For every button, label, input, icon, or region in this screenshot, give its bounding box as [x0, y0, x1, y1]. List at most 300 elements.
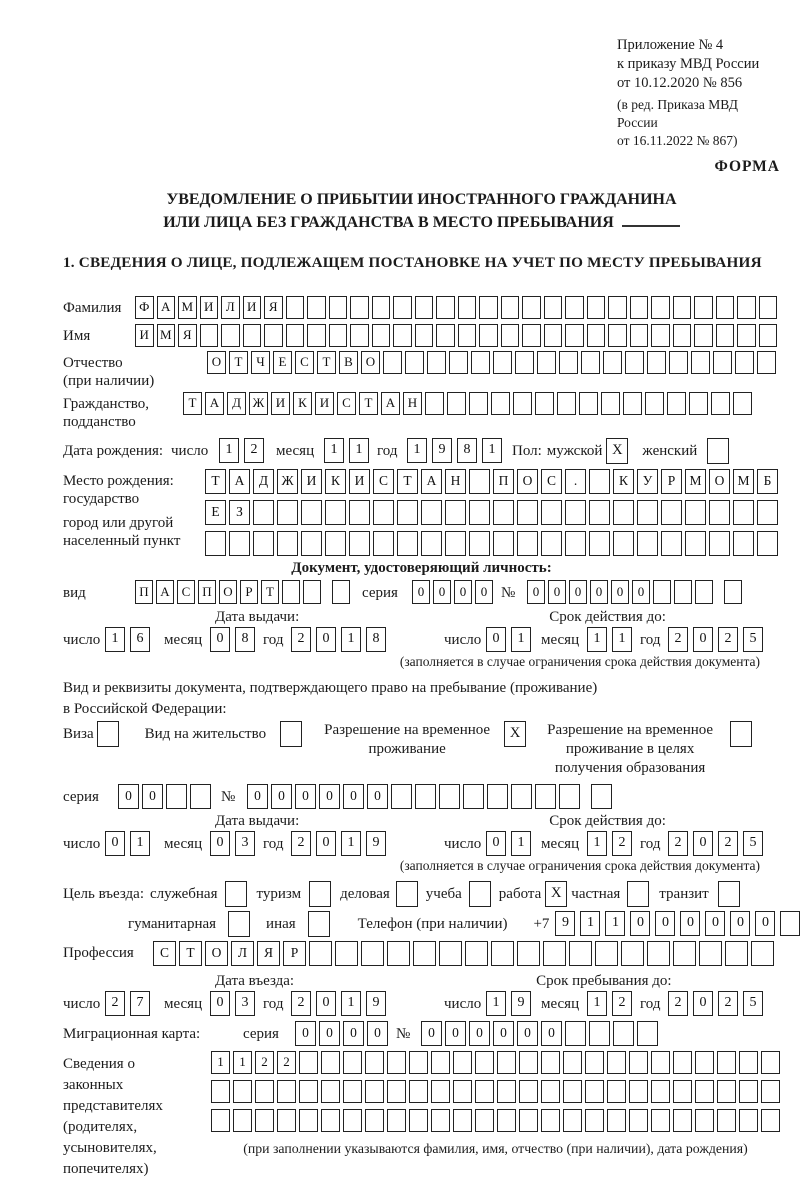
char-cell[interactable]: [647, 941, 670, 966]
char-cell[interactable]: 5: [743, 627, 763, 652]
char-cell[interactable]: [511, 784, 532, 809]
char-cell[interactable]: 0: [367, 1021, 388, 1046]
char-cell[interactable]: Т: [317, 351, 336, 374]
char-cell[interactable]: [613, 500, 634, 525]
char-cell[interactable]: 1: [349, 438, 369, 463]
char-cell[interactable]: [501, 324, 520, 347]
char-cell[interactable]: [519, 1109, 538, 1132]
char-cell[interactable]: [365, 1080, 384, 1103]
char-cell[interactable]: Ж: [249, 392, 268, 415]
char-cell[interactable]: [439, 941, 462, 966]
char-cell[interactable]: [757, 500, 778, 525]
char-cell[interactable]: 1: [324, 438, 344, 463]
char-cell[interactable]: С: [337, 392, 356, 415]
char-cell[interactable]: [603, 351, 622, 374]
char-cell[interactable]: К: [613, 469, 634, 494]
char-cell[interactable]: 9: [432, 438, 452, 463]
char-cell[interactable]: [253, 500, 274, 525]
char-cell[interactable]: [695, 1080, 714, 1103]
char-cell[interactable]: [413, 941, 436, 966]
char-cell[interactable]: Д: [253, 469, 274, 494]
char-cell[interactable]: О: [517, 469, 538, 494]
char-cell[interactable]: 0: [445, 1021, 466, 1046]
char-cell[interactable]: [365, 1109, 384, 1132]
char-cell[interactable]: [759, 296, 778, 319]
char-cell[interactable]: [565, 1021, 586, 1046]
char-cell[interactable]: 0: [548, 580, 566, 604]
char-cell[interactable]: [541, 531, 562, 556]
char-cell[interactable]: [621, 941, 644, 966]
char-cell[interactable]: [493, 531, 514, 556]
char-cell[interactable]: [637, 531, 658, 556]
char-cell[interactable]: [630, 296, 649, 319]
char-cell[interactable]: [233, 1109, 252, 1132]
char-cell[interactable]: Л: [221, 296, 240, 319]
char-cell[interactable]: 1: [587, 991, 607, 1016]
char-cell[interactable]: [565, 531, 586, 556]
char-cell[interactable]: [409, 1109, 428, 1132]
char-cell[interactable]: М: [157, 324, 176, 347]
char-cell[interactable]: [501, 296, 520, 319]
char-cell[interactable]: [372, 324, 391, 347]
char-cell[interactable]: [299, 1109, 318, 1132]
char-cell[interactable]: [579, 392, 598, 415]
char-cell[interactable]: [349, 500, 370, 525]
char-cell[interactable]: [243, 324, 262, 347]
char-cell[interactable]: [299, 1051, 318, 1074]
char-cell[interactable]: Б: [757, 469, 778, 494]
char-cell[interactable]: [519, 1051, 538, 1074]
char-cell[interactable]: [673, 1051, 692, 1074]
char-cell[interactable]: [264, 324, 283, 347]
char-cell[interactable]: 0: [316, 627, 336, 652]
char-cell[interactable]: К: [293, 392, 312, 415]
char-cell[interactable]: [221, 324, 240, 347]
char-cell[interactable]: [365, 1051, 384, 1074]
char-cell[interactable]: 1: [511, 627, 531, 652]
char-cell[interactable]: [559, 784, 580, 809]
char-cell[interactable]: 9: [366, 991, 386, 1016]
char-cell[interactable]: [751, 941, 774, 966]
char-cell[interactable]: [299, 1080, 318, 1103]
char-cell[interactable]: [493, 351, 512, 374]
char-cell[interactable]: [415, 324, 434, 347]
char-cell[interactable]: С: [177, 580, 195, 604]
char-cell[interactable]: [277, 500, 298, 525]
char-cell[interactable]: 0: [632, 580, 650, 604]
char-cell[interactable]: [517, 941, 540, 966]
char-cell[interactable]: [515, 351, 534, 374]
char-cell[interactable]: [685, 500, 706, 525]
char-cell[interactable]: [757, 531, 778, 556]
char-cell[interactable]: Ж: [277, 469, 298, 494]
char-cell[interactable]: А: [229, 469, 250, 494]
char-cell[interactable]: [493, 500, 514, 525]
char-cell[interactable]: [421, 531, 442, 556]
char-cell[interactable]: С: [295, 351, 314, 374]
char-cell[interactable]: [479, 324, 498, 347]
char-cell[interactable]: 0: [630, 911, 650, 936]
char-cell[interactable]: [308, 911, 330, 937]
char-cell[interactable]: [629, 1080, 648, 1103]
char-cell[interactable]: [737, 324, 756, 347]
char-cell[interactable]: [717, 1109, 736, 1132]
char-cell[interactable]: [651, 1051, 670, 1074]
char-cell[interactable]: [166, 784, 187, 809]
char-cell[interactable]: [280, 721, 302, 747]
char-cell[interactable]: [325, 500, 346, 525]
char-cell[interactable]: [350, 324, 369, 347]
char-cell[interactable]: [475, 1080, 494, 1103]
char-cell[interactable]: И: [135, 324, 154, 347]
char-cell[interactable]: Я: [257, 941, 280, 966]
char-cell[interactable]: [519, 1080, 538, 1103]
char-cell[interactable]: 0: [142, 784, 163, 809]
char-cell[interactable]: [557, 392, 576, 415]
char-cell[interactable]: [491, 941, 514, 966]
char-cell[interactable]: [607, 1051, 626, 1074]
char-cell[interactable]: [733, 531, 754, 556]
char-cell[interactable]: [409, 1080, 428, 1103]
char-cell[interactable]: [255, 1080, 274, 1103]
char-cell[interactable]: Р: [283, 941, 306, 966]
char-cell[interactable]: [613, 531, 634, 556]
char-cell[interactable]: [253, 531, 274, 556]
char-cell[interactable]: 0: [730, 911, 750, 936]
char-cell[interactable]: 1: [587, 831, 607, 856]
char-cell[interactable]: 2: [277, 1051, 296, 1074]
char-cell[interactable]: О: [361, 351, 380, 374]
char-cell[interactable]: [739, 1080, 758, 1103]
char-cell[interactable]: [517, 500, 538, 525]
char-cell[interactable]: [695, 1109, 714, 1132]
char-cell[interactable]: 1: [341, 627, 361, 652]
char-cell[interactable]: 8: [366, 627, 386, 652]
char-cell[interactable]: [229, 531, 250, 556]
char-cell[interactable]: X: [504, 721, 526, 747]
char-cell[interactable]: [730, 721, 752, 747]
char-cell[interactable]: [301, 500, 322, 525]
char-cell[interactable]: [393, 296, 412, 319]
char-cell[interactable]: 0: [295, 784, 316, 809]
char-cell[interactable]: [711, 392, 730, 415]
char-cell[interactable]: 0: [705, 911, 725, 936]
char-cell[interactable]: О: [219, 580, 237, 604]
char-cell[interactable]: [421, 500, 442, 525]
char-cell[interactable]: 0: [541, 1021, 562, 1046]
char-cell[interactable]: А: [156, 580, 174, 604]
char-cell[interactable]: [325, 531, 346, 556]
char-cell[interactable]: 0: [247, 784, 268, 809]
char-cell[interactable]: 0: [517, 1021, 538, 1046]
char-cell[interactable]: А: [157, 296, 176, 319]
char-cell[interactable]: [233, 1080, 252, 1103]
char-cell[interactable]: 0: [693, 831, 713, 856]
char-cell[interactable]: [709, 531, 730, 556]
char-cell[interactable]: X: [545, 881, 567, 907]
char-cell[interactable]: [667, 392, 686, 415]
char-cell[interactable]: 2: [105, 991, 125, 1016]
char-cell[interactable]: У: [637, 469, 658, 494]
char-cell[interactable]: [589, 531, 610, 556]
char-cell[interactable]: И: [349, 469, 370, 494]
char-cell[interactable]: 1: [482, 438, 502, 463]
char-cell[interactable]: [699, 941, 722, 966]
char-cell[interactable]: [739, 1109, 758, 1132]
char-cell[interactable]: [661, 500, 682, 525]
char-cell[interactable]: [277, 1080, 296, 1103]
char-cell[interactable]: А: [381, 392, 400, 415]
char-cell[interactable]: П: [198, 580, 216, 604]
char-cell[interactable]: [393, 324, 412, 347]
char-cell[interactable]: 0: [343, 1021, 364, 1046]
char-cell[interactable]: Л: [231, 941, 254, 966]
char-cell[interactable]: [475, 1109, 494, 1132]
char-cell[interactable]: И: [200, 296, 219, 319]
char-cell[interactable]: 5: [743, 831, 763, 856]
char-cell[interactable]: 1: [587, 627, 607, 652]
char-cell[interactable]: [497, 1051, 516, 1074]
char-cell[interactable]: [497, 1109, 516, 1132]
char-cell[interactable]: [589, 500, 610, 525]
char-cell[interactable]: 0: [316, 991, 336, 1016]
char-cell[interactable]: Т: [397, 469, 418, 494]
char-cell[interactable]: [608, 296, 627, 319]
char-cell[interactable]: [445, 500, 466, 525]
char-cell[interactable]: [431, 1051, 450, 1074]
char-cell[interactable]: [625, 351, 644, 374]
char-cell[interactable]: [458, 324, 477, 347]
char-cell[interactable]: [623, 392, 642, 415]
char-cell[interactable]: 2: [718, 627, 738, 652]
char-cell[interactable]: 5: [743, 991, 763, 1016]
char-cell[interactable]: [469, 469, 490, 494]
char-cell[interactable]: [513, 392, 532, 415]
char-cell[interactable]: [589, 469, 610, 494]
char-cell[interactable]: Т: [183, 392, 202, 415]
char-cell[interactable]: [309, 881, 331, 907]
char-cell[interactable]: 0: [590, 580, 608, 604]
char-cell[interactable]: 0: [486, 831, 506, 856]
char-cell[interactable]: 1: [105, 627, 125, 652]
char-cell[interactable]: [436, 296, 455, 319]
char-cell[interactable]: 0: [469, 1021, 490, 1046]
char-cell[interactable]: [458, 296, 477, 319]
char-cell[interactable]: 1: [486, 991, 506, 1016]
char-cell[interactable]: [415, 296, 434, 319]
char-cell[interactable]: 0: [319, 1021, 340, 1046]
char-cell[interactable]: [522, 324, 541, 347]
char-cell[interactable]: [487, 784, 508, 809]
char-cell[interactable]: 1: [341, 831, 361, 856]
char-cell[interactable]: [431, 1109, 450, 1132]
char-cell[interactable]: 0: [693, 627, 713, 652]
char-cell[interactable]: [307, 296, 326, 319]
char-cell[interactable]: [277, 1109, 296, 1132]
char-cell[interactable]: 0: [118, 784, 139, 809]
char-cell[interactable]: [716, 296, 735, 319]
char-cell[interactable]: [361, 941, 384, 966]
char-cell[interactable]: С: [373, 469, 394, 494]
char-cell[interactable]: [589, 1021, 610, 1046]
char-cell[interactable]: [653, 580, 671, 604]
char-cell[interactable]: [321, 1051, 340, 1074]
char-cell[interactable]: [541, 1109, 560, 1132]
char-cell[interactable]: [453, 1080, 472, 1103]
char-cell[interactable]: [200, 324, 219, 347]
char-cell[interactable]: [211, 1080, 230, 1103]
char-cell[interactable]: [761, 1080, 780, 1103]
char-cell[interactable]: [695, 1051, 714, 1074]
char-cell[interactable]: [591, 784, 612, 809]
char-cell[interactable]: [607, 1080, 626, 1103]
char-cell[interactable]: 2: [291, 831, 311, 856]
char-cell[interactable]: [613, 1021, 634, 1046]
char-cell[interactable]: 0: [295, 1021, 316, 1046]
char-cell[interactable]: [387, 1109, 406, 1132]
char-cell[interactable]: [694, 324, 713, 347]
char-cell[interactable]: [409, 1051, 428, 1074]
char-cell[interactable]: [673, 324, 692, 347]
char-cell[interactable]: А: [205, 392, 224, 415]
char-cell[interactable]: [447, 392, 466, 415]
char-cell[interactable]: 1: [511, 831, 531, 856]
char-cell[interactable]: [673, 941, 696, 966]
char-cell[interactable]: [713, 351, 732, 374]
char-cell[interactable]: [439, 784, 460, 809]
char-cell[interactable]: [587, 324, 606, 347]
char-cell[interactable]: [651, 324, 670, 347]
char-cell[interactable]: X: [606, 438, 628, 464]
char-cell[interactable]: И: [271, 392, 290, 415]
char-cell[interactable]: 0: [755, 911, 775, 936]
char-cell[interactable]: 6: [130, 627, 150, 652]
char-cell[interactable]: [436, 324, 455, 347]
char-cell[interactable]: [569, 941, 592, 966]
char-cell[interactable]: [737, 296, 756, 319]
char-cell[interactable]: [585, 1051, 604, 1074]
char-cell[interactable]: О: [709, 469, 730, 494]
char-cell[interactable]: [627, 881, 649, 907]
char-cell[interactable]: [691, 351, 710, 374]
char-cell[interactable]: [541, 1080, 560, 1103]
char-cell[interactable]: И: [301, 469, 322, 494]
char-cell[interactable]: 0: [210, 991, 230, 1016]
char-cell[interactable]: 2: [668, 831, 688, 856]
char-cell[interactable]: 8: [457, 438, 477, 463]
char-cell[interactable]: [349, 531, 370, 556]
char-cell[interactable]: [587, 296, 606, 319]
char-cell[interactable]: 1: [605, 911, 625, 936]
char-cell[interactable]: [645, 392, 664, 415]
char-cell[interactable]: В: [339, 351, 358, 374]
char-cell[interactable]: [565, 324, 584, 347]
char-cell[interactable]: [581, 351, 600, 374]
char-cell[interactable]: [286, 296, 305, 319]
char-cell[interactable]: [629, 1109, 648, 1132]
char-cell[interactable]: [97, 721, 119, 747]
char-cell[interactable]: [608, 324, 627, 347]
char-cell[interactable]: [335, 941, 358, 966]
char-cell[interactable]: 2: [612, 831, 632, 856]
char-cell[interactable]: [329, 296, 348, 319]
char-cell[interactable]: 0: [210, 627, 230, 652]
char-cell[interactable]: [321, 1109, 340, 1132]
char-cell[interactable]: 1: [219, 438, 239, 463]
char-cell[interactable]: [383, 351, 402, 374]
char-cell[interactable]: 2: [612, 991, 632, 1016]
char-cell[interactable]: 0: [319, 784, 340, 809]
char-cell[interactable]: [491, 392, 510, 415]
char-cell[interactable]: [563, 1109, 582, 1132]
char-cell[interactable]: [211, 1109, 230, 1132]
char-cell[interactable]: Т: [205, 469, 226, 494]
char-cell[interactable]: [637, 500, 658, 525]
char-cell[interactable]: М: [685, 469, 706, 494]
char-cell[interactable]: Р: [661, 469, 682, 494]
char-cell[interactable]: М: [733, 469, 754, 494]
char-cell[interactable]: [535, 392, 554, 415]
char-cell[interactable]: [387, 941, 410, 966]
char-cell[interactable]: [445, 531, 466, 556]
char-cell[interactable]: [475, 1051, 494, 1074]
char-cell[interactable]: [397, 500, 418, 525]
char-cell[interactable]: 1: [407, 438, 427, 463]
char-cell[interactable]: 0: [271, 784, 292, 809]
char-cell[interactable]: [674, 580, 692, 604]
char-cell[interactable]: 1: [233, 1051, 252, 1074]
char-cell[interactable]: [425, 392, 444, 415]
char-cell[interactable]: [479, 296, 498, 319]
char-cell[interactable]: Т: [261, 580, 279, 604]
char-cell[interactable]: [469, 392, 488, 415]
char-cell[interactable]: 0: [454, 580, 472, 604]
char-cell[interactable]: [517, 531, 538, 556]
char-cell[interactable]: [716, 324, 735, 347]
char-cell[interactable]: 2: [291, 627, 311, 652]
char-cell[interactable]: 7: [130, 991, 150, 1016]
char-cell[interactable]: [329, 324, 348, 347]
char-cell[interactable]: 3: [235, 991, 255, 1016]
char-cell[interactable]: К: [325, 469, 346, 494]
char-cell[interactable]: [286, 324, 305, 347]
char-cell[interactable]: [397, 531, 418, 556]
char-cell[interactable]: А: [421, 469, 442, 494]
char-cell[interactable]: [471, 351, 490, 374]
char-cell[interactable]: П: [493, 469, 514, 494]
char-cell[interactable]: Р: [240, 580, 258, 604]
char-cell[interactable]: Я: [178, 324, 197, 347]
char-cell[interactable]: [387, 1051, 406, 1074]
char-cell[interactable]: [707, 438, 729, 464]
char-cell[interactable]: 0: [493, 1021, 514, 1046]
char-cell[interactable]: [669, 351, 688, 374]
char-cell[interactable]: [725, 941, 748, 966]
char-cell[interactable]: [537, 351, 556, 374]
char-cell[interactable]: 0: [343, 784, 364, 809]
char-cell[interactable]: 0: [693, 991, 713, 1016]
char-cell[interactable]: [724, 580, 742, 604]
char-cell[interactable]: [563, 1051, 582, 1074]
char-cell[interactable]: [563, 1080, 582, 1103]
char-cell[interactable]: 9: [511, 991, 531, 1016]
char-cell[interactable]: 2: [718, 831, 738, 856]
char-cell[interactable]: [757, 351, 776, 374]
char-cell[interactable]: Я: [264, 296, 283, 319]
char-cell[interactable]: О: [207, 351, 226, 374]
char-cell[interactable]: [761, 1109, 780, 1132]
char-cell[interactable]: [307, 324, 326, 347]
